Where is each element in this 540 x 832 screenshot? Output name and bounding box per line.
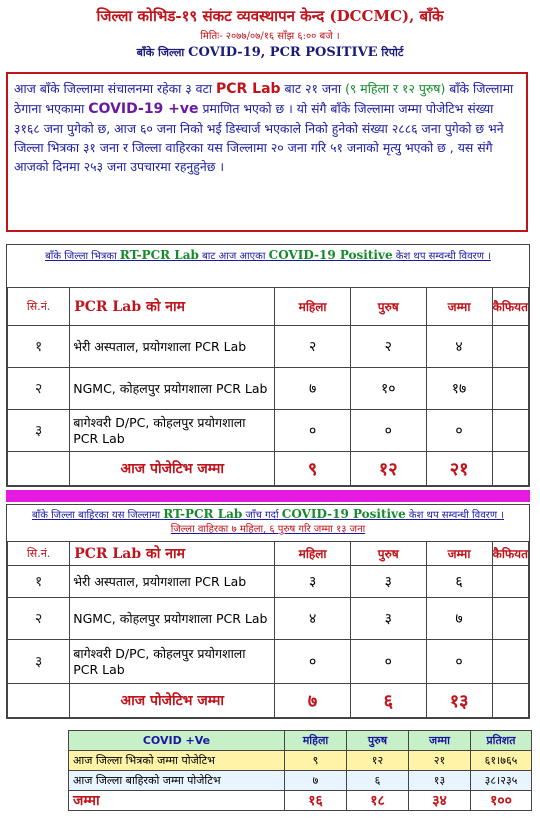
row-remarks	[492, 326, 528, 368]
row-sn: २	[8, 598, 70, 640]
row-male: ३	[351, 566, 427, 598]
col-remarks: कैफियत	[492, 542, 528, 566]
table2-caption-e: केश थप सम्वन्धी विवरण ।	[408, 510, 505, 521]
row-female: ७	[275, 368, 351, 410]
total-total: २१	[426, 452, 492, 486]
row-lab-name: NGMC, कोहलपुर प्रयोगशाला PCR Lab	[70, 598, 275, 640]
row-remarks	[492, 640, 528, 684]
header-date: मितिः- २०७७/०७/१६ साँझ ६:०० बजे ।	[200, 31, 340, 42]
row-total: १७	[426, 368, 492, 410]
row-female: ०	[275, 410, 351, 452]
row-female: ३	[275, 566, 351, 598]
report-main: COVID-19, PCR POSITIVE	[188, 45, 378, 60]
row-sn: ३	[8, 640, 70, 684]
total-female: ७	[275, 684, 351, 718]
total-male: ६	[351, 684, 427, 718]
row-total: ०	[426, 410, 492, 452]
row-remarks	[492, 598, 528, 640]
col-female: महिला	[275, 288, 351, 326]
col-total: जम्मा	[426, 288, 492, 326]
intro-pcr-lab: PCR Lab	[215, 81, 281, 97]
sum-total-total: ३४	[409, 791, 471, 811]
table1-total-row	[8, 452, 529, 486]
sum-row-male: ६	[347, 771, 409, 791]
sum-total-percent: १००	[471, 791, 532, 811]
row-total: ०	[426, 640, 492, 684]
col-total: जम्मा	[426, 542, 492, 566]
intro-text-3: बाट २१ जना	[284, 81, 342, 96]
table-row	[8, 326, 529, 368]
table-row	[8, 410, 529, 452]
row-remarks	[492, 566, 528, 598]
sum-row-percent: ६१।७६५	[471, 751, 532, 771]
intro-covid-positive: COVID-19 +ve	[88, 101, 199, 117]
sum-col-female: महिला	[285, 731, 347, 751]
row-female: ४	[275, 598, 351, 640]
total-female: ९	[275, 452, 351, 486]
table1-caption-b: RT-PCR Lab	[119, 248, 199, 262]
row-lab-name: भेरी अस्पताल, प्रयोगशाला PCR Lab	[70, 326, 275, 368]
row-male: २	[351, 326, 427, 368]
row-lab-name: बागेश्वरी D/PC, कोहलपुर प्रयोगशाला PCR Lab	[70, 640, 275, 684]
report-suffix: रिपोर्ट	[381, 46, 404, 59]
intro-text-1: आज बाँके जिल्लामा संचालनमा रहेका ३ वटा	[14, 81, 213, 96]
header-report	[0, 42, 540, 64]
col-sn: सि.नं.	[8, 542, 70, 566]
row-remarks	[492, 368, 528, 410]
row-total: ६	[426, 566, 492, 598]
section-divider	[6, 490, 530, 502]
intro-text-5: बाँके जिल्लामा ठेगाना भएकामा	[14, 81, 514, 116]
sum-total-male: १८	[347, 791, 409, 811]
table2-caption-a: बाँके जिल्ला बाहिरका यस जिल्लामा	[31, 510, 161, 521]
row-female: ०	[275, 640, 351, 684]
sum-row-percent: ३८।२३५	[471, 771, 532, 791]
total-male: १२	[351, 452, 427, 486]
col-remarks: कैफियत	[492, 288, 528, 326]
sum-col-percent: प्रतिशत	[471, 731, 532, 751]
sum-row-male: १२	[347, 751, 409, 771]
row-male: १०	[351, 368, 427, 410]
col-male: पुरुष	[351, 288, 427, 326]
sum-row-total: १३	[409, 771, 471, 791]
sum-total-label: जम्मा	[69, 791, 285, 811]
table-row	[8, 640, 529, 684]
document-header	[0, 0, 540, 64]
table2-caption	[7, 505, 529, 541]
table1-caption	[7, 245, 529, 287]
sum-row-label: आज जिल्ला बाहिरको जम्मा पोजेटिभ	[69, 771, 285, 791]
intro-paragraph	[6, 72, 528, 232]
row-male: ०	[351, 640, 427, 684]
sum-col-total: जम्मा	[409, 731, 471, 751]
col-male: पुरुष	[351, 542, 427, 566]
row-sn: ३	[8, 410, 70, 452]
header-title: जिल्ला कोभिड-१९ संकट व्यवस्थापन केन्द (DCCMC), बाँके	[96, 7, 444, 25]
sum-row-total: २१	[409, 751, 471, 771]
row-sn: १	[8, 566, 70, 598]
row-lab-name: NGMC, कोहलपुर प्रयोगशाला PCR Lab	[70, 368, 275, 410]
total-total: १३	[426, 684, 492, 718]
table2-caption-d: COVID-19 Positive	[281, 507, 406, 521]
sum-row-label: आज जिल्ला भित्रको जम्मा पोजेटिभ	[69, 751, 285, 771]
row-lab-name: भेरी अस्पताल, प्रयोगशाला PCR Lab	[70, 566, 275, 598]
row-sn: २	[8, 368, 70, 410]
intro-text-7: प्रमाणित भएको छ । यो संगै बाँके जिल्लामा जम्मा पोजेटिभ संख्या ३१६८ जना पुगेको छ, आज ६० जना निको भई डिस्चार्ज भएकाले निको हुनेको संख्या २८८६ जना पुगेको छ भने जिल्ला भित्रका ३१ जना र जिल्ला वाहिरका यस जिल्लामा २० जना गरि ५१ जनाको मृत्यु भएको छ , यस संगै आजको दिनमा २५३ जना उपचारमा रहनुहुनेछ ।	[14, 101, 504, 174]
table2-caption-c: जाँच गर्दा	[245, 510, 279, 521]
row-female: २	[275, 326, 351, 368]
table1-caption-c: बाट आज आएका	[202, 251, 266, 262]
sum-total-female: १६	[285, 791, 347, 811]
intro-gender-split: (९ महिला र १२ पुरुष)	[345, 81, 446, 96]
col-sn: सि.नं.	[8, 288, 70, 326]
table1	[7, 287, 529, 486]
summary-total-row	[69, 791, 532, 811]
table2-section	[6, 504, 530, 719]
row-sn: १	[8, 326, 70, 368]
col-lab-name: PCR Lab को नाम	[70, 542, 275, 566]
table-row	[8, 598, 529, 640]
row-total: ४	[426, 326, 492, 368]
row-remarks	[492, 410, 528, 452]
summary-table	[68, 730, 532, 811]
table2	[7, 541, 529, 718]
total-label: आज पोजेटिभ जम्मा	[70, 684, 275, 718]
row-total: ७	[426, 598, 492, 640]
sum-row-female: ९	[285, 751, 347, 771]
row-male: ३	[351, 598, 427, 640]
row-lab-name: बागेश्वरी D/PC, कोहलपुर प्रयोगशाला PCR Lab	[70, 410, 275, 452]
table2-subcaption: जिल्ला वाहिरका ७ महिला, ६ पुरुष गरि जम्मा १३ जना	[170, 524, 366, 535]
table2-total-row	[8, 684, 529, 718]
report-prefix: बाँके जिल्ला	[136, 46, 185, 59]
sum-row-female: ७	[285, 771, 347, 791]
table2-caption-b: RT-PCR Lab	[163, 507, 243, 521]
total-label: आज पोजेटिभ जम्मा	[70, 452, 275, 486]
col-lab-name: PCR Lab को नाम	[70, 288, 275, 326]
table1-header-row	[8, 288, 529, 326]
table-row	[8, 368, 529, 410]
sum-col-male: पुरुष	[347, 731, 409, 751]
table1-section	[6, 244, 530, 487]
table1-caption-a: बाँके जिल्ला भित्रका	[45, 251, 117, 262]
sum-col-label: COVID +Ve	[69, 731, 285, 751]
table-row	[69, 771, 532, 791]
table-row	[8, 566, 529, 598]
table2-header-row	[8, 542, 529, 566]
table1-caption-d: COVID-19 Positive	[268, 248, 393, 262]
summary-header-row	[69, 731, 532, 751]
table1-caption-e: केश थप सम्वन्धी विवरण ।	[395, 251, 491, 262]
row-male: ०	[351, 410, 427, 452]
table-row	[69, 751, 532, 771]
col-female: महिला	[275, 542, 351, 566]
